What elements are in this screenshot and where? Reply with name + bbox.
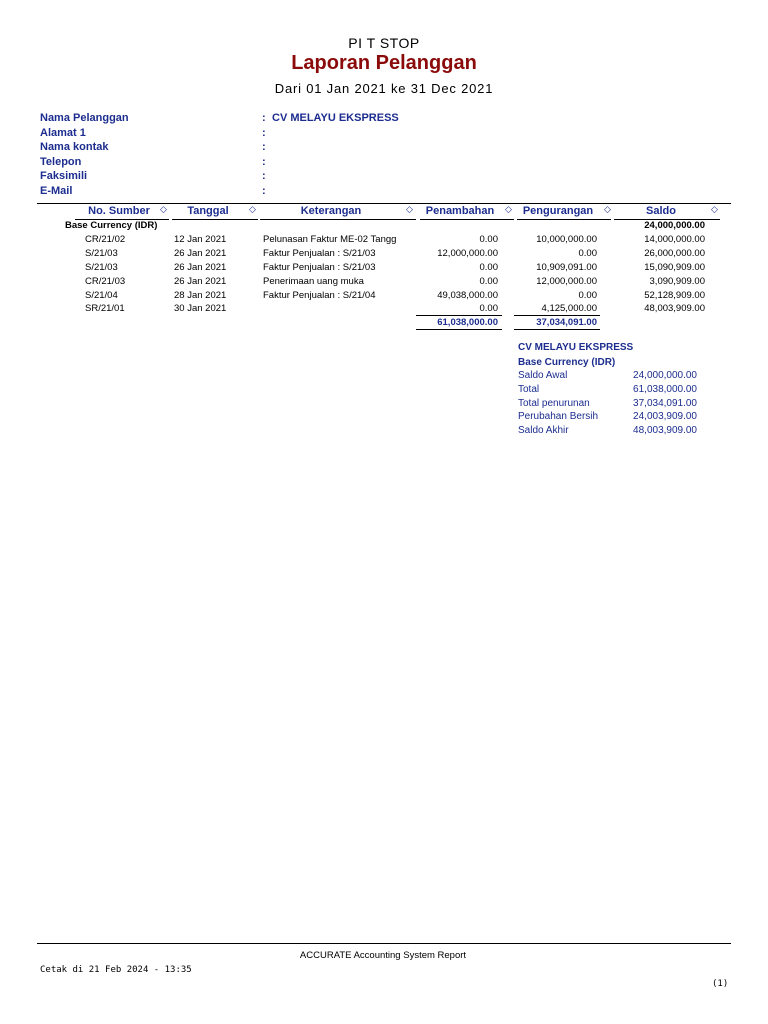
cell-saldo: 3,090,909.00 (649, 276, 705, 287)
sort-icon[interactable]: ◇ (160, 204, 167, 214)
info-label-contact: Nama kontak (40, 141, 109, 153)
cell-no-sumber: S/21/03 (85, 262, 118, 273)
cell-keterangan: Penerimaan uang muka (263, 276, 364, 287)
cell-keterangan: Pelunasan Faktur ME-02 Tangg (263, 234, 397, 245)
cell-saldo: 26,000,000.00 (644, 248, 705, 259)
cell-penambahan: 0.00 (479, 262, 498, 273)
col-header-penambahan[interactable]: Penambahan (425, 205, 495, 217)
col-header-underline (172, 219, 258, 220)
cell-pengurangan: 10,000,000.00 (536, 234, 597, 245)
info-label-fax: Faksimili (40, 170, 88, 182)
cell-penambahan: 0.00 (479, 234, 498, 245)
col-header-underline (517, 219, 611, 220)
cell-pengurangan: 12,000,000.00 (536, 276, 597, 287)
info-colon: : (262, 156, 266, 168)
opening-balance: 24,000,000.00 (644, 220, 705, 231)
total-rule (514, 329, 600, 330)
company-name: PI T STOP (348, 35, 420, 51)
total-pengurangan: 37,034,091.00 (536, 317, 597, 328)
report-period: Dari 01 Jan 2021 ke 31 Dec 2021 (274, 81, 494, 96)
cell-tanggal: 26 Jan 2021 (174, 248, 227, 259)
cell-no-sumber: S/21/04 (85, 290, 118, 301)
total-rule (416, 329, 502, 330)
col-header-underline (420, 219, 514, 220)
cell-pengurangan: 10,909,091.00 (536, 262, 597, 273)
col-header-tanggal[interactable]: Tanggal (187, 205, 229, 217)
cell-no-sumber: CR/21/03 (85, 276, 126, 287)
table-top-rule (37, 203, 731, 204)
info-colon: : (262, 185, 266, 197)
info-value-name: CV MELAYU EKSPRESS (272, 112, 399, 124)
cell-tanggal: 26 Jan 2021 (174, 262, 227, 273)
cell-tanggal: 26 Jan 2021 (174, 276, 227, 287)
sort-icon[interactable]: ◇ (249, 204, 256, 214)
total-rule (514, 315, 600, 316)
col-header-no-sumber[interactable]: No. Sumber (88, 205, 150, 217)
footer-print-date: Cetak di 21 Feb 2024 - 13:35 (40, 965, 192, 975)
summary-label: Total penurunan (518, 398, 590, 409)
sort-icon[interactable]: ◇ (711, 204, 718, 214)
cell-penambahan: 49,038,000.00 (437, 290, 498, 301)
summary-value: 37,034,091.00 (633, 398, 697, 409)
footer-page-number: (1) (712, 979, 729, 989)
cell-pengurangan: 4,125,000.00 (541, 303, 597, 314)
currency-group-label: Base Currency (IDR) (65, 220, 158, 231)
cell-pengurangan: 0.00 (578, 290, 597, 301)
cell-keterangan: Faktur Penjualan : S/21/04 (263, 290, 376, 301)
cell-tanggal: 28 Jan 2021 (174, 290, 227, 301)
info-label-phone: Telepon (40, 156, 82, 168)
summary-value: 61,038,000.00 (633, 384, 697, 395)
report-title: Laporan Pelanggan (291, 52, 477, 74)
cell-keterangan: Faktur Penjualan : S/21/03 (263, 248, 376, 259)
summary-label: Total (518, 384, 540, 395)
cell-keterangan: Faktur Penjualan : S/21/03 (263, 262, 376, 273)
cell-no-sumber: CR/21/02 (85, 234, 126, 245)
sort-icon[interactable]: ◇ (406, 204, 413, 214)
summary-label: Saldo Akhir (518, 425, 569, 436)
summary-value: 24,000,000.00 (633, 370, 697, 381)
info-label-address: Alamat 1 (40, 127, 86, 139)
total-rule (416, 315, 502, 316)
sort-icon[interactable]: ◇ (604, 204, 611, 214)
total-penambahan: 61,038,000.00 (437, 317, 498, 328)
cell-pengurangan: 0.00 (578, 248, 597, 259)
cell-saldo: 15,090,909.00 (644, 262, 705, 273)
summary-value: 48,003,909.00 (633, 425, 697, 436)
cell-tanggal: 12 Jan 2021 (174, 234, 227, 245)
summary-value: 24,003,909.00 (633, 411, 697, 422)
summary-customer: CV MELAYU EKSPRESS (518, 342, 634, 353)
cell-no-sumber: SR/21/01 (85, 303, 125, 314)
cell-penambahan: 12,000,000.00 (437, 248, 498, 259)
cell-penambahan: 0.00 (479, 276, 498, 287)
info-colon: : (262, 112, 266, 124)
col-header-keterangan[interactable]: Keterangan (300, 205, 362, 217)
info-label-email: E-Mail (40, 185, 73, 197)
summary-currency: Base Currency (IDR) (518, 357, 616, 368)
col-header-saldo[interactable]: Saldo (646, 205, 676, 217)
footer-system-name: ACCURATE Accounting System Report (299, 950, 467, 961)
cell-penambahan: 0.00 (479, 303, 498, 314)
sort-icon[interactable]: ◇ (505, 204, 512, 214)
cell-tanggal: 30 Jan 2021 (174, 303, 227, 314)
info-colon: : (262, 170, 266, 182)
col-header-pengurangan[interactable]: Pengurangan (522, 205, 594, 217)
info-label-name: Nama Pelanggan (40, 112, 129, 124)
info-colon: : (262, 127, 266, 139)
cell-saldo: 48,003,909.00 (644, 303, 705, 314)
cell-saldo: 14,000,000.00 (644, 234, 705, 245)
info-colon: : (262, 141, 266, 153)
col-header-underline (260, 219, 416, 220)
cell-saldo: 52,128,909.00 (644, 290, 705, 301)
cell-no-sumber: S/21/03 (85, 248, 118, 259)
footer-rule (37, 943, 731, 944)
summary-label: Perubahan Bersih (518, 411, 599, 422)
summary-label: Saldo Awal (518, 370, 568, 381)
